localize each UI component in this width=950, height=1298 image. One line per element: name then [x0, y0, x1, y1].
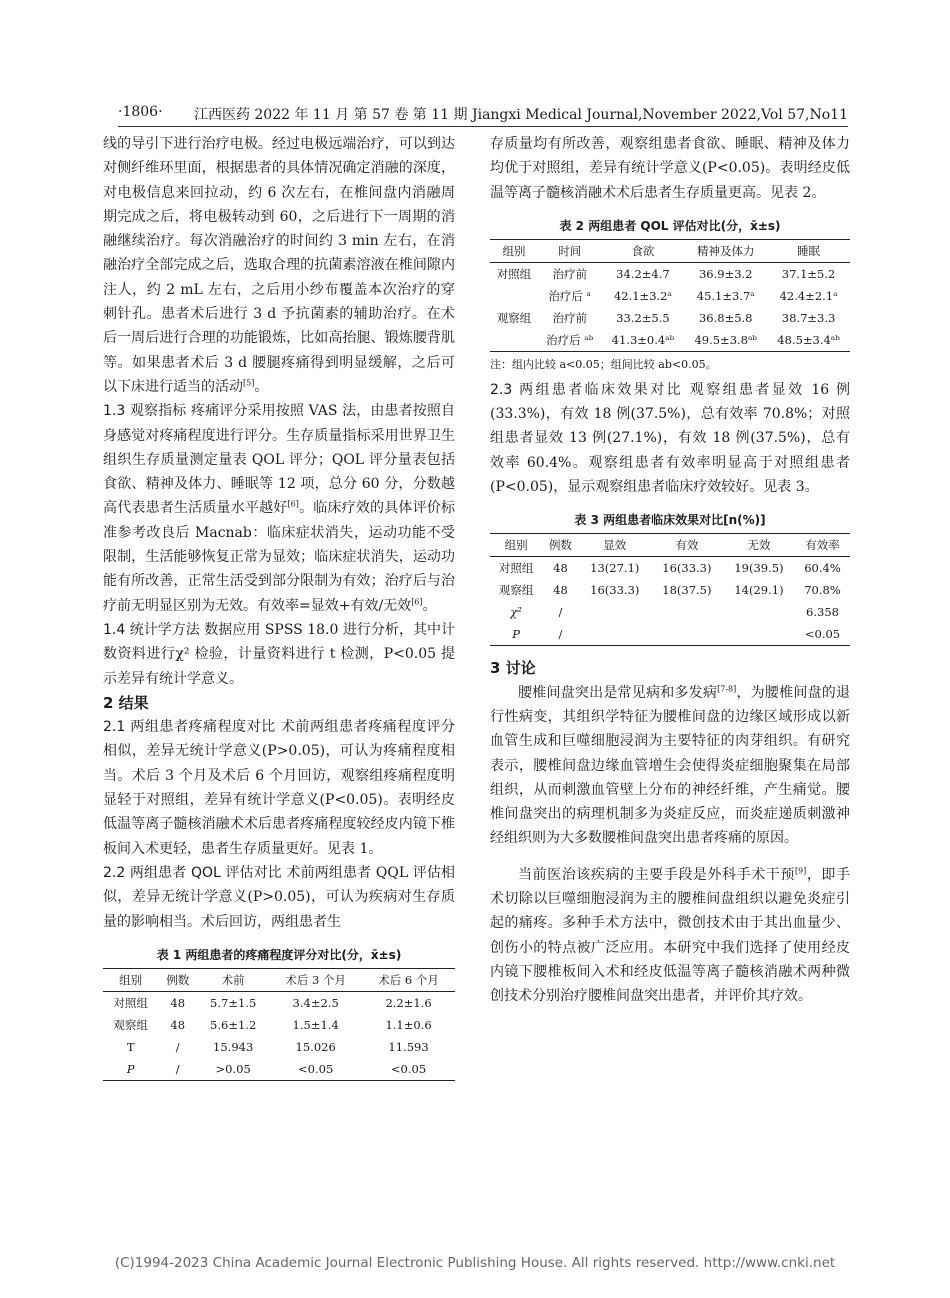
table-1-caption: 表 1 两组患者的疼痛程度评分对比(分，x̄±s): [156, 947, 402, 962]
right-column: [490, 132, 850, 1009]
table-header: 例数: [158, 968, 197, 991]
table-header: 食欲: [602, 239, 685, 262]
section-1-4: 1.4 统计学方法 数据应用 SPSS 18.0 进行分析，其中计数资料进行χ² 检验，计量资料进行 t 检测，P<0.05 提示差异有统计学意义。: [103, 621, 456, 687]
paragraph: 线的导引下进行治疗电极。经过电极远端治疗，可以到达对侧纤维环里面，根据患者的具体情况确定消融的深度，对电极信息来回拉动，约 6 次左右，在椎间盘内消融周期完成之后，将电极转动到 60，之后进行下一周期的消融继续治疗。每次消融治疗的时间约 3 min 左右，在消融治疗全部完成之后，选取合理的抗菌素溶液在椎间隙内注人，约 2 mL 左右，之后用小纱布覆盖本次治疗的穿刺针孔。患者术后进行 3 d 予抗菌素的辅助治疗。在术后一周后进行合理的功能锻炼，比如高抬腿、锻炼腰背肌等。如果患者术后 3 d 腰腿疼痛得到明显缓解，之后可以下床进行适当的活动[5]。: [103, 136, 455, 395]
page-number: ·1806·: [118, 104, 163, 120]
discussion-paragraph: 腰椎间盘突出是常见病和多发病[7-8]，为腰椎间盘的退行性病变，其组织学特征为腰椎间盘的边缘区域形成以新血管生成和巨噬细胞浸润为主要特征的肉芽组织。有研究表示，腰椎间盘边缘血管增生会使得炎症细胞聚集在局部组织，从而刺激血管壁上分布的神经纤维，产生痛觉。腰椎间盘突出的病理机制多为炎症反应，而炎症递质刺激神经组织则为大多数腰椎间盘突出患者疼痛的原因。: [490, 684, 851, 847]
table-header: 术前: [197, 968, 269, 991]
table-row: 对照组 治疗前 34.2±4.7 36.9±3.2 37.1±5.2: [496, 266, 836, 281]
running-header: [118, 104, 848, 126]
table-row: 治疗后 ᵃᵇ 41.3±0.4ᵃᵇ 49.5±3.8ᵃᵇ 48.5±3.4ᵃᵇ: [490, 329, 850, 352]
left-column: [103, 132, 455, 1085]
table-row: 对照组 48 5.7±1.5 3.4±2.5 2.2±1.6: [113, 995, 432, 1010]
table-header: 精神及体力: [684, 239, 767, 262]
table-row: 观察组 治疗前 33.2±5.5 36.8±5.8 38.7±3.3: [496, 310, 836, 325]
table-2-caption: 表 2 两组患者 QOL 评估对比(分，x̄±s): [559, 218, 781, 233]
table-row: 观察组 48 5.6±1.2 1.5±1.4 1.1±0.6: [113, 1017, 432, 1032]
table-header: 时间: [538, 239, 602, 262]
table-header: 组别: [490, 534, 542, 557]
table-header: 组别: [490, 239, 538, 262]
table-row: T / 15.943 15.026 11.593: [126, 1039, 429, 1054]
table-row: P / <0.05: [490, 623, 850, 646]
table-header: 显效: [579, 534, 651, 557]
section-1-3: 1.3 观察指标 疼痛评分采用按照 VAS 法，由患者按照自身感觉对疼痛程度进行评分。生存质量指标采用世界卫生组织生存质量测定量表 QOL 评分；QOL 评分量表包括食欲、精神及体力、睡眠等 12 项，总分 60 分，分数越高代表患者生活质量水平越好[6]。临床疗效的具体评价标准参考改良后 Macnab：临床症状消失，运动功能不受限制，生活能够恢复正常为显效；临床症状消失，运动功能有所改善，正常生活受到部分限制为有效；治疗后与治疗前无明显区别为无效。有效率=显效+有效/无效[6]。: [103, 403, 456, 614]
table-header: 术后 6 个月: [362, 968, 455, 991]
section-2-1: 2.1 两组患者疼痛程度对比 术前两组患者疼痛程度评分相似，差异无统计学意义(P>0.05)，可认为疼痛程度相当。术后 3 个月及术后 6 个月回访，观察组疼痛程度明显轻于对照组，差异有统计学意义(P<0.05)。表明经皮低温等离子髓核消融术术后患者疼痛程度较经皮内镜下椎板间入术更轻，患者生存质量更好。见表 1。: [103, 719, 456, 857]
section-3-heading: 3 讨论: [490, 659, 536, 678]
table-header: 组别: [103, 968, 158, 991]
journal-info: 江西医药 2022 年 11 月 第 57 卷 第 11 期 Jiangxi Medical Journal,November 2022,Vol 57,No11: [193, 107, 848, 123]
paragraph: 存质量均有所改善，观察组患者食欲、睡眠、精神及体力均优于对照组，差异有统计学意义(P<0.05)。表明经皮低温等离子髓核消融术术后患者生存质量更高。见表 2。: [490, 136, 850, 201]
table-header: 无效: [723, 534, 795, 557]
section-2-heading: 2 结果: [103, 693, 149, 712]
table-2-note: 注：组内比较 a<0.05；组间比较 ab<0.05。: [490, 357, 717, 371]
table-header: 睡眠: [767, 239, 850, 262]
table-header: 术后 3 个月: [269, 968, 362, 991]
table-row: 治疗后 ᵃ 42.1±3.2ᵃ 45.1±3.7ᵃ 42.4±2.1ᵃ: [548, 288, 838, 303]
table-header: 有效率: [795, 534, 850, 557]
table-1: [103, 946, 455, 1081]
table-header: 有效: [651, 534, 723, 557]
table-2: [490, 217, 850, 374]
section-2-2: 2.2 两组患者 QOL 评估对比 术前两组患者 QQL 评估相似，差异无统计学意义(P>0.05)，可认为疾病对生存质量的影响相当。术后回访，两组患者生: [103, 864, 455, 930]
table-header: 例数: [542, 534, 579, 557]
table-row: 观察组 48 16(33.3) 18(37.5) 14(29.1) 70.8%: [498, 583, 841, 598]
header-rule: [118, 126, 848, 127]
table-row: χ² / 6.358: [510, 605, 839, 620]
section-2-3: 2.3 两组患者临床效果对比 观察组患者显效 16 例(33.3%)，有效 18 例(37.5%)，总有效率 70.8%；对照组患者显效 13 例(27.1%)，有效 18 例(37.5%)，总有效率 60.4%。观察组患者有效率明显高于对照组患者(P<0.05)，显示观察组患者临床疗效较好。见表 3。: [490, 381, 850, 496]
table-row: 对照组 48 13(27.1) 16(33.3) 19(39.5) 60.4%: [498, 561, 841, 576]
copyright-footer: (C)1994-2023 China Academic Journal Electronic Publishing House. All rights reserved. http://www.cnki.net: [114, 1255, 836, 1271]
table-3: [490, 511, 850, 646]
discussion-paragraph: 当前医治该疾病的主要手段是外科手术干预[9]，即手术切除以巨噬细胞浸润为主的腰椎间盘组织以避免炎症引起的痛疼。多种手术方法中，微创技术由于其出血量少、创伤小的特点被广泛应用。本研究中我们选择了使用经皮内镜下腰椎板间入术和经皮低温等离子髓核消融术两种微创技术分别治疗腰椎间盘突出患者，并评价其疗效。: [490, 866, 851, 1005]
table-3-caption: 表 3 两组患者临床效果对比[n(%)]: [574, 513, 766, 528]
table-row: P / >0.05 <0.05 <0.05: [103, 1058, 455, 1081]
